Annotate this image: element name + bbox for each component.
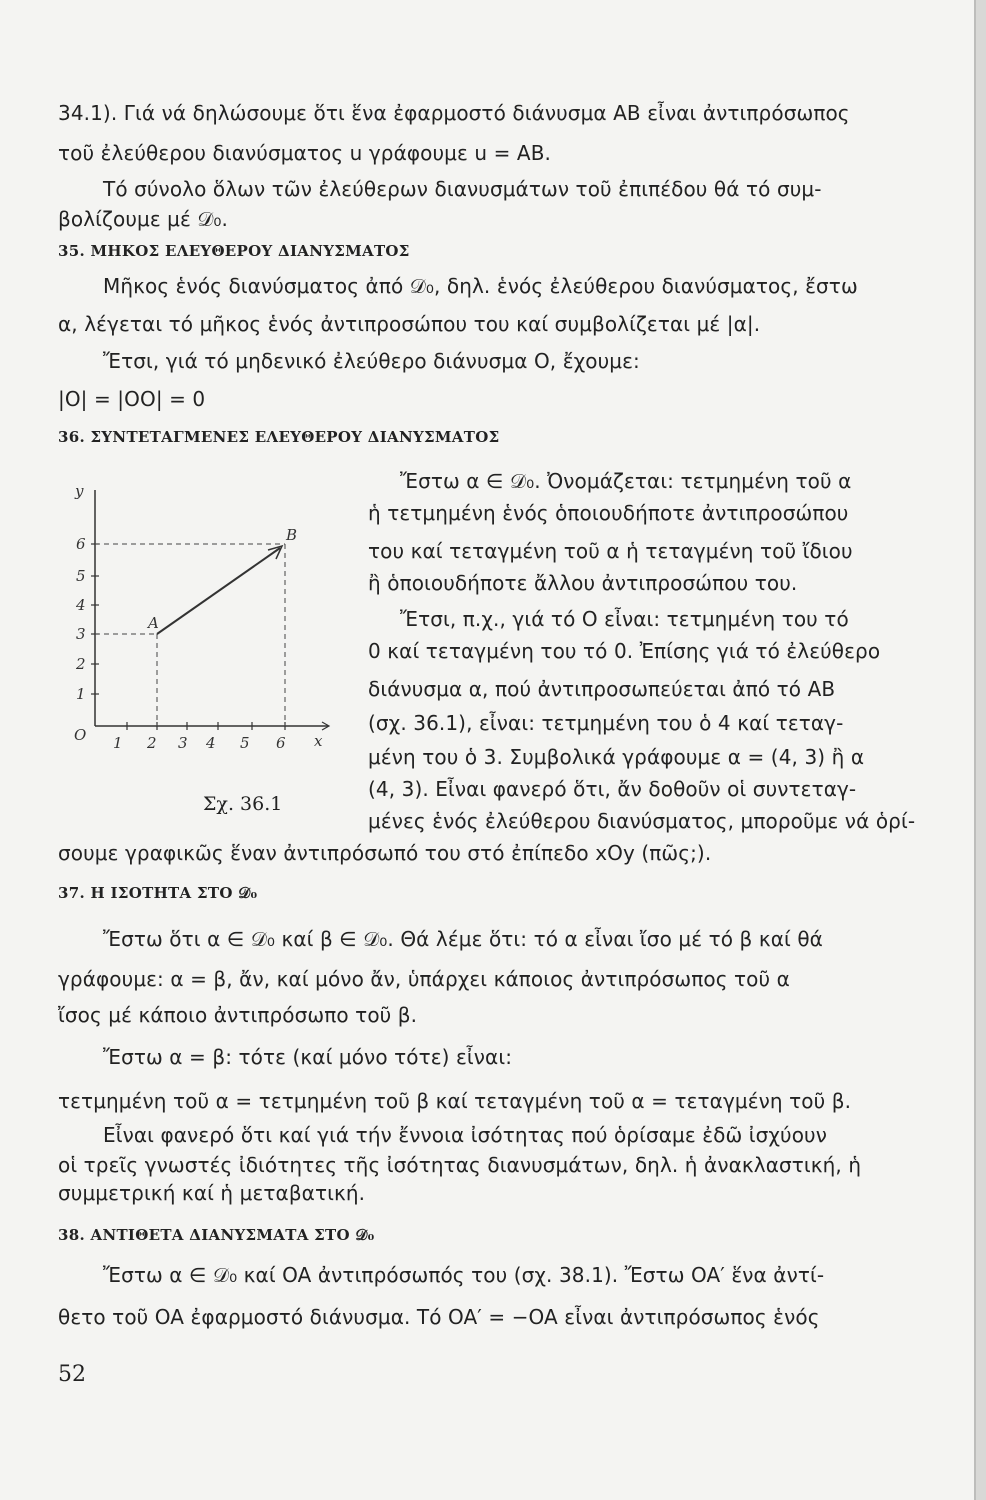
text-line: μένες ἑνός ἐλεύθερου διανύσματος, μποροῦμε νά ὁρί- bbox=[368, 809, 916, 833]
y-tick-label: 3 bbox=[76, 625, 86, 643]
section-heading: 37. Η ΙΣΟΤΗΤΑ ΣΤΟ 𝒟₀ bbox=[58, 884, 258, 902]
text-line: γράφουμε: α = β, ἄν, καί μόνο ἄν, ὑπάρχει κάποιος ἀντιπρόσωπος τοῦ α bbox=[58, 967, 790, 991]
text-line: θετο τοῦ OA ἐφαρμοστό διάνυσμα. Τό OA′ = −OA εἶναι ἀντιπρόσωπος ἑνός bbox=[58, 1305, 820, 1329]
x-tick-label: 6 bbox=[276, 734, 286, 752]
x-tick-label: 5 bbox=[240, 734, 250, 752]
text-line: σουμε γραφικῶς ἕναν ἀντιπρόσωπό του στό ἐπίπεδο xOy (πῶς;). bbox=[58, 841, 712, 865]
figure-caption: Σχ. 36.1 bbox=[203, 793, 283, 815]
y-tick-label: 2 bbox=[76, 655, 86, 673]
x-tick-label: 1 bbox=[113, 734, 123, 752]
text-line: 34.1). Γιά νά δηλώσουμε ὅτι ἕνα ἐφαρμοστό διάνυσμα AB εἶναι ἀντιπρόσωπος bbox=[58, 101, 850, 125]
point-a-label: A bbox=[148, 614, 159, 632]
text-line: βολίζουμε μέ 𝒟₀. bbox=[58, 207, 229, 231]
y-axis-label: y bbox=[75, 482, 84, 500]
text-line: οἱ τρεῖς γνωστές ἰδιότητες τῆς ἰσότητας διανυσμάτων, δηλ. ἡ ἀνακλαστική, ἡ bbox=[58, 1153, 862, 1177]
text-line: Εἶναι φανερό ὅτι καί γιά τήν ἔννοια ἰσότητας πού ὁρίσαμε ἐδῶ ἰσχύουν bbox=[103, 1123, 827, 1147]
text-line: Μῆκος ἑνός διανύσματος ἀπό 𝒟₀, δηλ. ἑνός ἐλεύθερου διανύσματος, ἔστω bbox=[103, 274, 858, 298]
text-line: ἡ τετμημένη ἑνός ὁποιουδήποτε ἀντιπροσώπου bbox=[368, 501, 849, 525]
text-line: Ἔστω α = β: τότε (καί μόνο τότε) εἶναι: bbox=[103, 1045, 513, 1069]
formula-line: |O| = |OO| = 0 bbox=[58, 387, 206, 411]
text-line: τοῦ ἐλεύθερου διανύσματος u γράφουμε u = AB. bbox=[58, 141, 551, 165]
text-line: Ἔστω ὅτι α ∈ 𝒟₀ καί β ∈ 𝒟₀. Θά λέμε ὅτι: τό α εἶναι ἴσο μέ τό β καί θά bbox=[103, 927, 823, 951]
text-line: ἴσος μέ κάποιο ἀντιπρόσωπο τοῦ β. bbox=[58, 1003, 418, 1027]
page-number: 52 bbox=[58, 1362, 86, 1387]
y-tick-label: 6 bbox=[76, 535, 86, 553]
point-b-label: B bbox=[286, 526, 298, 544]
section-heading: 36. ΣΥΝΤΕΤΑΓΜΕΝΕΣ ΕΛΕΥΘΕΡΟΥ ΔΙΑΝΥΣΜΑΤΟΣ bbox=[58, 428, 500, 446]
page-edge bbox=[974, 0, 986, 1500]
text-line: Ἔστω α ∈ 𝒟₀. Ὀνομάζεται: τετμημένη τοῦ α bbox=[400, 469, 852, 493]
text-line: Ἔτσι, γιά τό μηδενικό ἐλεύθερο διάνυσμα O, ἔχουμε: bbox=[103, 349, 640, 373]
section-heading: 35. ΜΗΚΟΣ ΕΛΕΥΘΕΡΟΥ ΔΙΑΝΥΣΜΑΤΟΣ bbox=[58, 242, 410, 260]
section-heading: 38. ΑΝΤΙΘΕΤΑ ΔΙΑΝΥΣΜΑΤΑ ΣΤΟ 𝒟₀ bbox=[58, 1226, 375, 1244]
text-line: (4, 3). Εἶναι φανερό ὅτι, ἄν δοθοῦν οἱ συντεταγ- bbox=[368, 777, 857, 801]
text-line: μένη του ὁ 3. Συμβολικά γράφουμε α = (4, 3) ἢ α bbox=[368, 745, 865, 769]
text-line: α, λέγεται τό μῆκος ἑνός ἀντιπροσώπου του καί συμβολίζεται μέ |α|. bbox=[58, 312, 761, 336]
text-line: 0 καί τεταγμένη του τό 0. Ἐπίσης γιά τό ἐλεύθερο bbox=[368, 639, 881, 663]
text-line: συμμετρική καί ἡ μεταβατική. bbox=[58, 1181, 366, 1205]
text-line: Τό σύνολο ὅλων τῶν ἐλεύθερων διανυσμάτων τοῦ ἐπιπέδου θά τό συμ- bbox=[103, 177, 822, 201]
y-tick-label: 5 bbox=[76, 567, 86, 585]
text-line: διάνυσμα α, πού ἀντιπροσωπεύεται ἀπό τό AB bbox=[368, 677, 836, 701]
y-tick-label: 1 bbox=[76, 685, 86, 703]
origin-label: O bbox=[74, 726, 87, 744]
x-tick-label: 4 bbox=[206, 734, 216, 752]
x-axis-label: x bbox=[314, 732, 323, 750]
y-tick-label: 4 bbox=[76, 596, 86, 614]
text-line: Ἔστω α ∈ 𝒟₀ καί OA ἀντιπρόσωπός του (σχ. 38.1). Ἔστω OA′ ἕνα ἀντί- bbox=[103, 1263, 825, 1287]
coordinate-figure bbox=[58, 478, 348, 768]
text-line: Ἔτσι, π.χ., γιά τό O εἶναι: τετμημένη του τό bbox=[400, 607, 849, 631]
text-line: (σχ. 36.1), εἶναι: τετμημένη του ὁ 4 καί τεταγ- bbox=[368, 711, 844, 735]
text-line: του καί τεταγμένη τοῦ α ἡ τεταγμένη τοῦ ἴδιου bbox=[368, 539, 853, 563]
vector-ab bbox=[157, 548, 280, 634]
x-tick-label: 2 bbox=[147, 734, 157, 752]
text-line: ἢ ὁποιουδήποτε ἄλλου ἀντιπροσώπου του. bbox=[368, 571, 798, 595]
x-tick-label: 3 bbox=[178, 734, 188, 752]
text-line: τετμημένη τοῦ α = τετμημένη τοῦ β καί τεταγμένη τοῦ α = τεταγμένη τοῦ β. bbox=[58, 1089, 852, 1113]
